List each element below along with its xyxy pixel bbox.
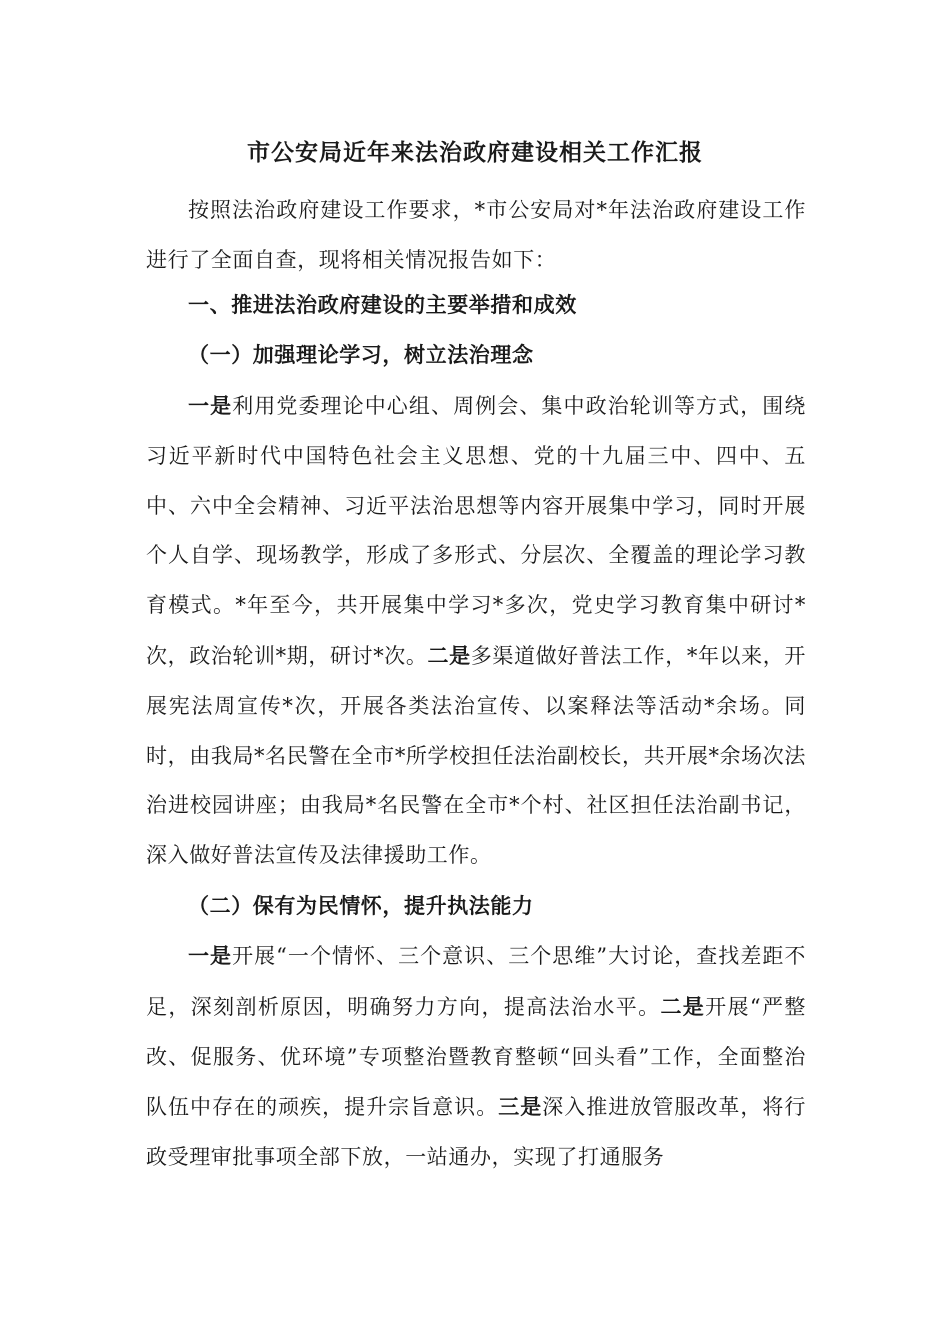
subsection-1-body [146,381,806,881]
subsection-2-text-2: 开展“严整改、促服务、优环境”专项整治暨教育整顿“回头看”工作，全面整治队伍中存在的顽疾，提升宗旨意识。 [146,994,806,1120]
document-title: 市公安局近年来法治政府建设相关工作汇报 [247,139,703,166]
subsection-2-text-3: 深入推进放管服改革，将行政受理审批事项全部下放，一站通办，实现了打通服务 [146,1095,806,1170]
subsection-1-heading: （一）加强理论学习，树立法治理念 [188,342,534,367]
section-1-heading: 一、推进法治政府建设的主要举措和成效 [188,292,577,317]
subsection-2-body [146,931,806,1183]
lead-second: 二是 [660,993,706,1019]
lead-third: 三是 [498,1094,543,1120]
subsection-1-text-1: 利用党委理论中心组、周例会、集中政治轮训等方式，围绕习近平新时代中国特色社会主义思想、党的十九届三中、四中、五中、六中全会精神、习近平法治思想等内容开展集中学习，同时开展个人自学、现场教学，形成了多形式、分层次、全覆盖的理论学习教育模式。*年至今，共开展集中学习*多次，党史学习教育集中研讨*次，政治轮训*期，研讨*次。 [146,394,806,668]
lead-first: 一是 [188,393,233,418]
lead-first: 一是 [188,943,233,968]
lead-second: 二是 [427,642,471,668]
subsection-1-text-2: 多渠道做好普法工作，*年以来，开展宪法周宣传*次，开展各类法治宣传、以案释法等活动*余场。同时，由我局*名民警在全市*所学校担任法治副校长，共开展*余场次法治进校园讲座；由我局*名民警在全市*个村、社区担任法治副书记，深入做好普法宣传及法律援助工作。 [146,643,806,868]
intro-paragraph: 按照法治政府建设工作要求，*市公安局对*年法治政府建设工作进行了全面自查，现将相关情况报告如下： [146,198,806,272]
subsection-2-heading: （二）保有为民情怀，提升执法能力 [188,893,534,918]
subsection-2-text-1: 开展“一个情怀、三个意识、三个思维”大讨论，查找差距不足，深刻剖析原因，明确努力方向，提高法治水平。 [146,944,807,1019]
